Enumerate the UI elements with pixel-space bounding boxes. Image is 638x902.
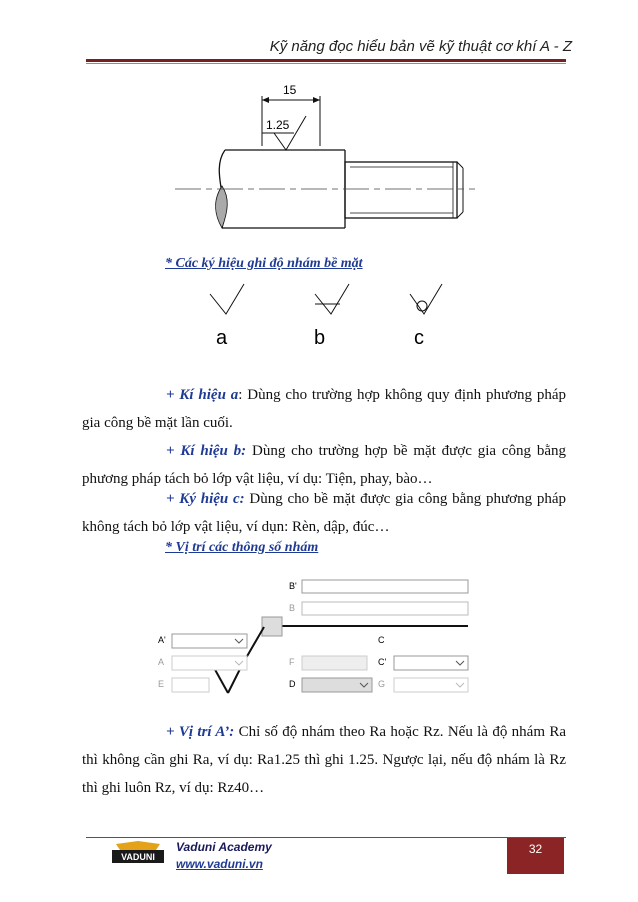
vaduni-logo (110, 840, 166, 868)
label-a: A (158, 657, 165, 667)
symbol-c-label: c (414, 327, 424, 349)
section-heading-roughness-symbols: * Các ký hiệu ghi độ nhám bề mặt (165, 256, 363, 271)
paragraph-text: : Dùng cho trường hợp không quy định phương pháp gia công bề mặt lần cuối. (82, 387, 566, 431)
paragraph-position-a-prime (82, 718, 566, 802)
paragraph-text: Dùng cho bề mặt được gia công bằng phương pháp không tách bỏ lớp vật liệu, ví dụn: Rèn, dập, đúc… (82, 491, 566, 535)
paragraph-lead: + Vị trí A’: (166, 724, 235, 740)
label-c-prime: C' (378, 657, 387, 667)
footer-academy-name: Vaduni Academy (176, 840, 272, 854)
parameter-position-diagram (150, 575, 480, 700)
symbol-b-label: b (314, 327, 326, 349)
label-g: G (378, 679, 386, 689)
label-c: C (378, 635, 385, 645)
svg-text:VADUNI: VADUNI (121, 852, 155, 862)
label-f: F (289, 657, 295, 667)
footer-website-link[interactable]: www.vaduni.vn (176, 857, 263, 871)
shaft-drawing (170, 76, 480, 246)
symbol-a-label: a (216, 327, 228, 349)
paragraph-lead: + Ký hiệu c: (166, 491, 245, 507)
header-rule (86, 59, 566, 62)
label-a-prime: A' (158, 635, 166, 645)
paragraph-lead: + Kí hiệu b: (166, 443, 247, 459)
label-b-prime: B' (289, 581, 297, 591)
paragraph-symbol-a (82, 381, 566, 437)
label-d: D (289, 679, 296, 689)
paragraph-symbol-c (82, 485, 566, 541)
paragraph-text: Chỉ số độ nhám theo Ra hoặc Rz. Nếu là độ nhám Ra thì không cần ghi Ra, ví dụ: Ra1.25 thì ghi 1.25. Ngược lại, nếu độ nhám là Rz thì ghi luôn Rz, ví dụ: Rz40… (82, 724, 566, 796)
paragraph-lead: + Kí hiệu a (166, 387, 239, 403)
label-e: E (158, 679, 165, 689)
footer-rule (86, 837, 566, 838)
header-rule-thin (86, 63, 566, 64)
page-number: 32 (507, 838, 564, 874)
paragraph-text: Dùng cho trường hợp bề mặt được gia công bằng phương pháp tách bỏ lớp vật liệu, ví dụ: Tiện, phay, bào… (82, 443, 566, 487)
section-heading-parameter-positions: * Vị trí các thông số nhám (165, 540, 319, 555)
label-b: B (289, 603, 296, 613)
dimension-15: 15 (283, 83, 297, 97)
roughness-symbols (190, 280, 450, 350)
header-title: Kỹ năng đọc hiểu bản vẽ kỹ thuật cơ khí A - Z (269, 38, 572, 55)
roughness-value: 1.25 (266, 118, 290, 132)
